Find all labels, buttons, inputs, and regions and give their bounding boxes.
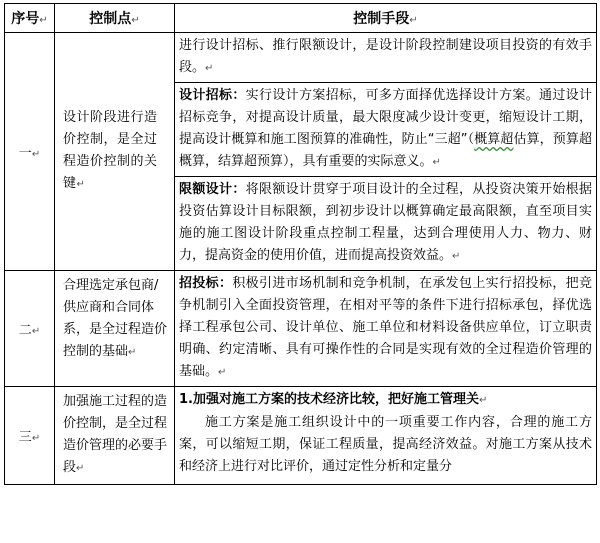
cost-control-table [4,3,597,485]
measure-design-bidding: 设计招标：实行设计方案招标，可多方面择优选择设计方案。通过设计招标竞争，对提高设计质量，最大限度减少设计变更，缩短设计工期，提高设计概算和施工图预算的准确性，防止“三超”（概算超估算，预算超概算，结算超预算），具有重要的实际意义。↵ [175,83,597,177]
control-point: 设计阶段进行造价控制，是全过程造价控制的关键↵ [55,33,175,271]
header-point: 控制点↵ [55,4,175,33]
header-no: 序号↵ [5,4,55,33]
header-row [5,4,597,33]
row-number: 三↵ [5,387,55,485]
table-row [5,387,597,485]
header-measures: 控制手段↵ [175,4,597,33]
row-number: 一↵ [5,33,55,271]
control-point: 合理选定承包商/供应商和合同体系，是全过程造价控制的基础↵ [55,271,175,387]
measure-limit-design: 限额设计：将限额设计贯穿于项目设计的全过程，从投资决策开始根据投资估算设计目标限额，到初步设计以概算确定最高限额，直至项目实施的施工图设计阶段重点控制工程量，达到合理使用人力、物力、财力，提高资金的使用价值，进而提高投资效益。↵ [175,177,597,271]
measure-bidding: 招投标：积极引进市场机制和竞争机制，在承发包上实行招投标，把竞争机制引入全面投资管理，在相对平等的条件下进行招标承包，择优选择工程承包公司、设计单位、施工单位和材料设备供应单位，订立职责明确、约定清晰、具有可操作性的合同是实现有效的全过程造价管理的基础。↵ [175,271,597,387]
measure-construction: 1.加强对施工方案的技术经济比较，把好施工管理关↵ 施工方案是施工组织设计中的一项重要工作内容，合理的施工方案，可以缩短工期，保证工程质量，提高经济效益。对施工方案从技术和经济上进行对比评价，通过定性分析和定量分 [175,387,597,485]
row-number: 二↵ [5,271,55,387]
measure-intro: 进行设计招标、推行限额设计，是设计阶段控制建设项目投资的有效手段。↵ [175,33,597,83]
control-point: 加强施工过程的造价控制，是全过程造价管理的必要手段↵ [55,387,175,485]
table-row [5,271,597,387]
table-row [5,33,597,83]
